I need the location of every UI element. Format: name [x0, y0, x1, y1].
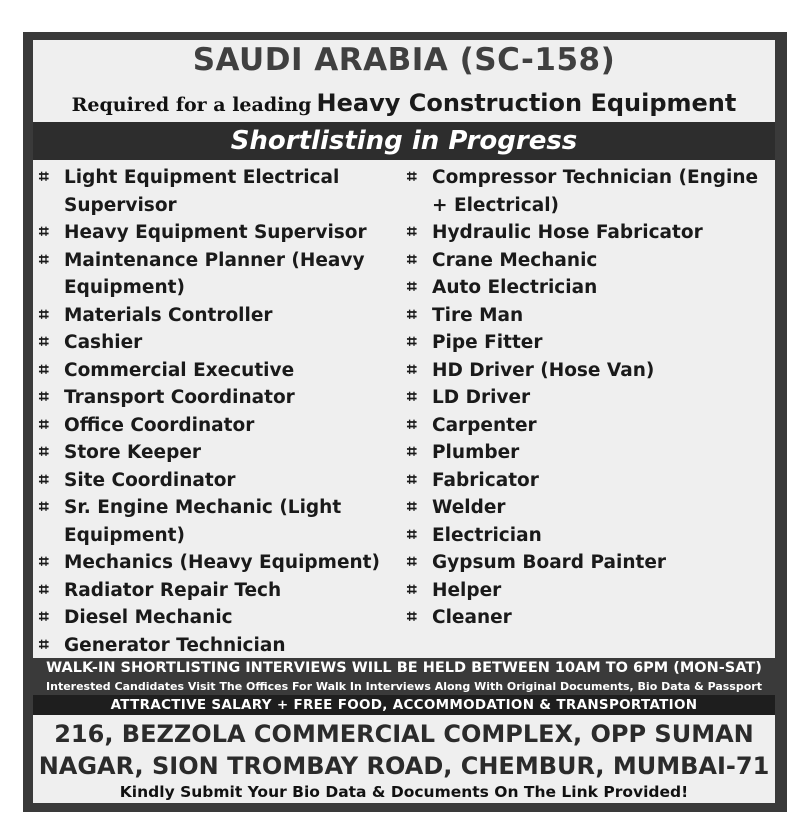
hash-bullet-icon: ⌗	[39, 497, 49, 517]
hash-bullet-icon: ⌗	[407, 442, 417, 462]
hash-bullet-icon: ⌗	[407, 524, 417, 545]
job-title: Transport Coordinator	[64, 387, 295, 408]
job-title: Pipe Fitter	[432, 332, 543, 353]
hash-bullet-icon: ⌗	[407, 607, 417, 627]
walkin-banner: WALK-IN SHORTLISTING INTERVIEWS WILL BE HELD BETWEEN 10AM TO 6PM (MON-SAT)	[33, 658, 775, 678]
submit-instruction: Kindly Submit Your Bio Data & Documents On The Link Provided!	[119, 783, 689, 801]
hash-bullet-icon: ⌗	[407, 332, 417, 352]
hash-bullet-icon: ⌗	[39, 442, 49, 462]
poster-body	[33, 40, 775, 803]
job-item	[407, 549, 767, 577]
hash-bullet-icon: ⌗	[407, 304, 417, 325]
job-title: Cleaner	[432, 607, 512, 628]
hash-bullet-icon: ⌗	[39, 222, 49, 242]
hash-bullet-icon: ⌗	[39, 579, 49, 600]
job-title: Fabricator	[432, 469, 539, 491]
walkin-note: Interested Candidates Visit The Offices For Walk In Interviews Along With Original Documents, Bio Data & Passport	[33, 678, 775, 695]
hash-bullet-icon: ⌗	[39, 332, 49, 352]
job-title: Electrician	[432, 524, 542, 546]
job-item	[407, 439, 767, 467]
hash-bullet-icon: ⌗	[407, 552, 417, 572]
job-item	[407, 219, 767, 247]
job-item	[407, 412, 767, 440]
job-item	[407, 329, 767, 357]
hash-bullet-icon: ⌗	[39, 607, 49, 627]
job-title: Heavy Equipment Supervisor	[64, 222, 367, 243]
job-title: Radiator Repair Tech	[64, 579, 282, 601]
hash-bullet-icon: ⌗	[39, 634, 49, 655]
job-item	[407, 164, 767, 219]
job-title: Gypsum Board Painter	[432, 552, 667, 573]
job-title: Tire Man	[432, 304, 524, 326]
job-item	[39, 494, 399, 549]
hash-bullet-icon: ⌗	[407, 249, 417, 270]
job-title: Store Keeper	[64, 442, 202, 463]
job-title: Diesel Mechanic	[64, 607, 233, 628]
hash-bullet-icon: ⌗	[407, 579, 417, 600]
hash-bullet-icon: ⌗	[407, 469, 417, 490]
job-title: Commercial Executive	[64, 359, 295, 381]
job-item	[39, 384, 399, 412]
job-item	[407, 604, 767, 632]
job-title: HD Driver (Hose Van)	[432, 359, 655, 381]
job-item	[407, 247, 767, 275]
job-item	[39, 219, 399, 247]
job-title: Light Equipment Electrical Supervisor	[64, 167, 340, 216]
job-title: Crane Mechanic	[432, 249, 598, 271]
job-title: Hydraulic Hose Fabricator	[432, 222, 703, 243]
job-title: Plumber	[432, 442, 520, 463]
address-line-2: NAGAR, SION TROMBAY ROAD, CHEMBUR, MUMBAI-71	[38, 752, 770, 780]
salary-banner: ATTRACTIVE SALARY + FREE FOOD, ACCOMMODATION & TRANSPORTATION	[33, 695, 775, 715]
hash-bullet-icon: ⌗	[407, 167, 417, 187]
hash-bullet-icon: ⌗	[39, 469, 49, 490]
poster-frame	[23, 32, 787, 812]
hash-bullet-icon: ⌗	[407, 359, 417, 380]
job-title: Welder	[432, 497, 506, 518]
job-item	[407, 302, 767, 330]
shortlisting-banner: Shortlisting in Progress	[33, 122, 775, 160]
job-item	[39, 357, 399, 385]
job-title: LD Driver	[432, 387, 531, 408]
job-title: Sr. Engine Mechanic (Light Equipment)	[64, 497, 342, 546]
hash-bullet-icon: ⌗	[407, 497, 417, 517]
hash-bullet-icon: ⌗	[407, 387, 417, 407]
hash-bullet-icon: ⌗	[39, 387, 49, 407]
job-item	[39, 247, 399, 302]
job-title: Cashier	[64, 332, 143, 353]
job-item	[407, 577, 767, 605]
job-item	[39, 329, 399, 357]
job-item	[39, 302, 399, 330]
job-item	[39, 549, 399, 577]
hash-bullet-icon: ⌗	[39, 304, 49, 325]
hash-bullet-icon: ⌗	[39, 249, 49, 270]
hash-bullet-icon: ⌗	[407, 414, 417, 435]
job-item	[407, 494, 767, 522]
job-item	[39, 164, 399, 219]
job-item	[39, 467, 399, 495]
job-title: Auto Electrician	[432, 277, 598, 298]
job-list-right	[407, 164, 767, 632]
hash-bullet-icon: ⌗	[39, 359, 49, 380]
job-title: Mechanics (Heavy Equipment)	[64, 552, 380, 573]
job-title: Helper	[432, 579, 502, 601]
job-item	[39, 632, 399, 660]
subtitle-highlight: Heavy Construction Equipment	[316, 89, 737, 117]
job-item	[407, 384, 767, 412]
job-title: Compressor Technician (Engine + Electrical)	[432, 167, 759, 216]
subtitle-prefix: Required for a leading	[71, 94, 312, 116]
hash-bullet-icon: ⌗	[407, 277, 417, 297]
job-item	[407, 274, 767, 302]
job-item	[39, 412, 399, 440]
job-title: Site Coordinator	[64, 469, 236, 491]
address-line-1: 216, BEZZOLA COMMERCIAL COMPLEX, OPP SUMAN	[54, 720, 754, 748]
job-title: Office Coordinator	[64, 414, 255, 436]
job-title: Generator Technician	[64, 634, 286, 656]
job-item	[39, 439, 399, 467]
hash-bullet-icon: ⌗	[39, 552, 49, 572]
hash-bullet-icon: ⌗	[39, 414, 49, 435]
hash-bullet-icon: ⌗	[39, 167, 49, 187]
job-item	[407, 467, 767, 495]
job-title: Carpenter	[432, 414, 537, 436]
job-item	[39, 577, 399, 605]
job-item	[407, 522, 767, 550]
job-title: Maintenance Planner (Heavy Equipment)	[64, 249, 365, 298]
job-item	[407, 357, 767, 385]
job-list-left	[39, 164, 399, 659]
job-item	[39, 604, 399, 632]
hash-bullet-icon: ⌗	[407, 222, 417, 242]
poster-subtitle	[33, 89, 775, 117]
poster-title: SAUDI ARABIA (SC-158)	[192, 42, 616, 78]
job-title: Materials Controller	[64, 304, 273, 326]
